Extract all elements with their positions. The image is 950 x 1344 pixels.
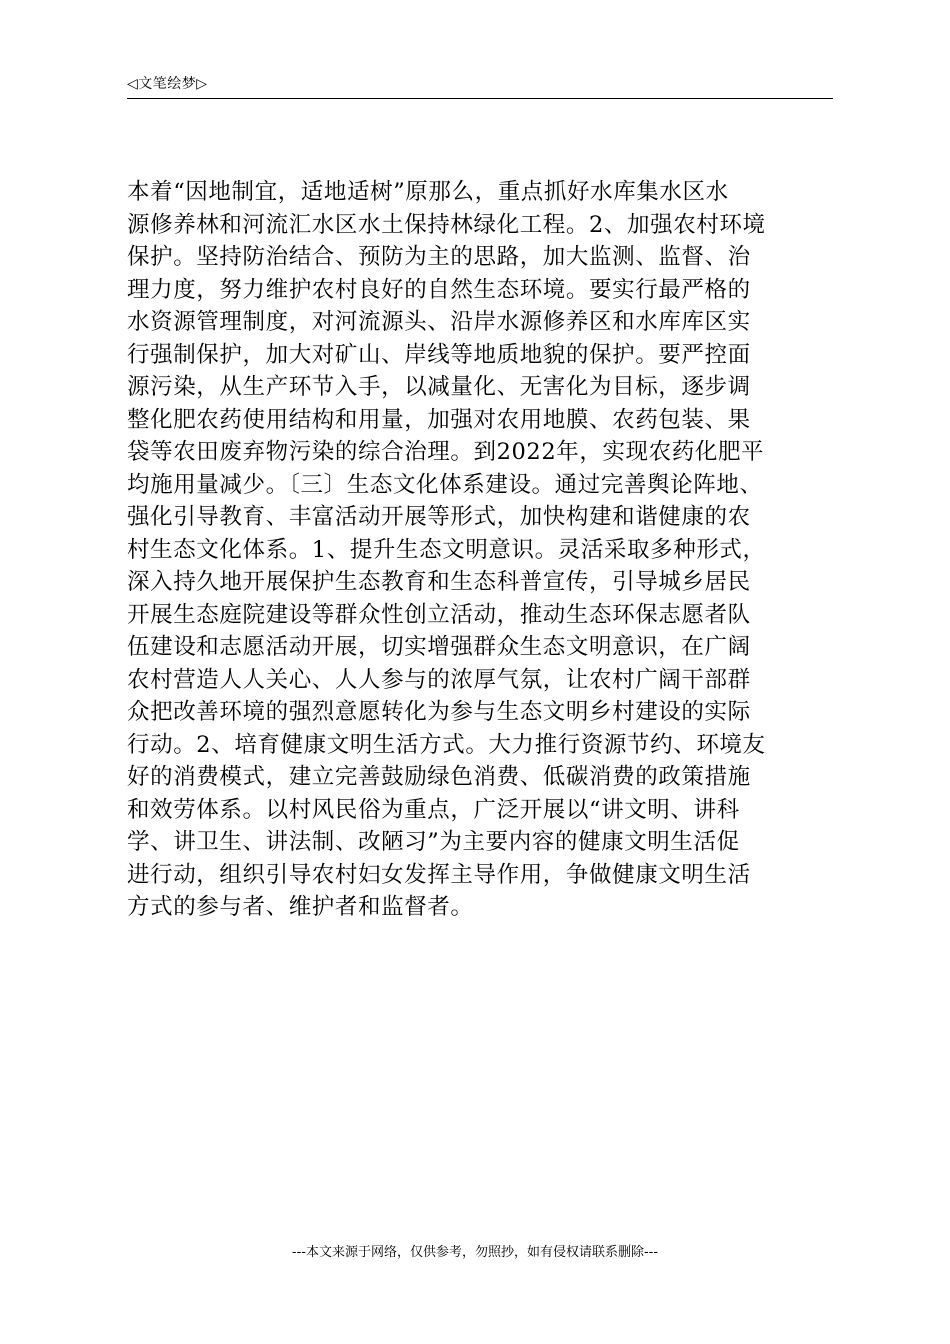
body-line: 水资源管理制度，对河流源头、沿岸水源修养区和水库库区实 bbox=[127, 309, 751, 335]
header-title: ◁文笔绘梦▷ bbox=[127, 76, 208, 92]
body-line: 本着“因地制宜，适地适树”原那么，重点抓好水库集水区水 bbox=[127, 179, 729, 205]
body-line: 和效劳体系。以村风民俗为重点，广泛开展以“讲文明、讲科 bbox=[127, 796, 740, 823]
body-line: 袋等农田废弃物污染的综合治理。到2022年，实现农药化肥平 bbox=[127, 439, 765, 465]
body-line: 伍建设和志愿活动开展，切实增强群众生态文明意识，在广阔 bbox=[127, 634, 751, 660]
body-line: 进行动，组织引导农村妇女发挥主导作用，争做健康文明生活 bbox=[127, 861, 751, 888]
body-line: 行强制保护，加大对矿山、岸线等地质地貌的保护。要严控面 bbox=[127, 341, 751, 368]
body-line: 保护。坚持防治结合、预防为主的思路，加大监测、监督、治 bbox=[127, 244, 751, 270]
page-header bbox=[127, 74, 833, 99]
body-line: 众把改善环境的强烈意愿转化为参与生态文明乡村建设的实际 bbox=[127, 699, 751, 725]
body-line: 强化引导教育、丰富活动开展等形式，加快构建和谐健康的农 bbox=[127, 504, 751, 530]
body-line: 村生态文化体系。1、提升生态文明意识。灵活采取多种形式， bbox=[127, 536, 766, 563]
body-line: 理力度，努力维护农村良好的自然生态环境。要实行最严格的 bbox=[127, 276, 751, 303]
body-line: 农村营造人人关心、人人参与的浓厚气氛，让农村广阔干部群 bbox=[127, 666, 751, 693]
body-line: 方式的参与者、维护者和监督者。 bbox=[127, 894, 474, 920]
body-line: 源污染，从生产环节入手，以减量化、无害化为目标，逐步调 bbox=[127, 374, 751, 400]
body-line: 均施用量减少。〔三〕生态文化体系建设。通过完善舆论阵地、 bbox=[127, 471, 763, 498]
body-line: 开展生态庭院建设等群众性创立活动，推动生态环保志愿者队 bbox=[127, 601, 751, 628]
body-line: 学、讲卫生、讲法制、改陋习”为主要内容的健康文明生活促 bbox=[127, 829, 740, 855]
body-line: 整化肥农药使用结构和用量，加强对农用地膜、农药包装、果 bbox=[127, 406, 751, 433]
document-body bbox=[127, 176, 839, 924]
page-footer: ---本文来源于网络，仅供参考，勿照抄，如有侵权请联系删除--- bbox=[291, 1245, 659, 1260]
body-line: 深入持久地开展保护生态教育和生态科普宣传，引导城乡居民 bbox=[127, 569, 751, 595]
body-line: 好的消费模式，建立完善鼓励绿色消费、低碳消费的政策措施 bbox=[127, 764, 751, 790]
body-line: 行动。2、培育健康文明生活方式。大力推行资源节约、环境友 bbox=[127, 731, 766, 758]
body-line: 源修养林和河流汇水区水土保持林绿化工程。2、加强农村环境 bbox=[127, 211, 766, 238]
